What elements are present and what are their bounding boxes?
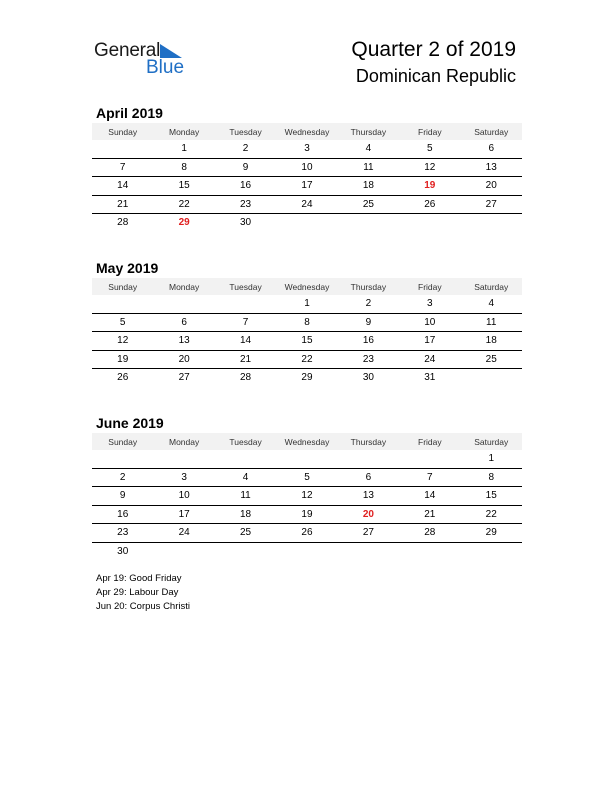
day-cell: 27 [178, 372, 190, 384]
day-cell: 26 [117, 372, 129, 384]
logo [94, 40, 194, 80]
day-cell: 26 [301, 527, 313, 539]
day-cell: 19 [424, 180, 436, 192]
weekday-label: Sunday [108, 281, 138, 292]
week-row [92, 506, 522, 525]
day-cell: 8 [181, 161, 187, 173]
week-row [92, 450, 522, 469]
weekday-label: Wednesday [284, 281, 330, 292]
day-cell: 22 [301, 353, 313, 365]
day-cell: 3 [304, 143, 310, 155]
day-cell: 24 [178, 527, 190, 539]
day-cell: 24 [301, 198, 313, 210]
day-cell: 1 [488, 453, 495, 465]
weekday-label: Friday [418, 126, 442, 137]
month-may [92, 258, 522, 387]
day-cell: 14 [424, 490, 436, 502]
day-cell: 11 [486, 316, 497, 328]
weekday-label: Wednesday [284, 126, 330, 137]
day-cell: 8 [304, 316, 310, 328]
day-cell: 12 [301, 490, 313, 502]
day-cell: 17 [178, 508, 190, 520]
weekday-header [92, 123, 522, 140]
country-subtitle: Dominican Republic [355, 66, 516, 86]
day-cell: 26 [424, 198, 436, 210]
weekday-label: Thursday [350, 126, 387, 137]
day-cell: 11 [363, 161, 374, 173]
week-row [92, 196, 522, 215]
month-title: May 2019 [96, 260, 159, 276]
page-title: Quarter 2 of 2019 [351, 38, 516, 61]
day-cell: 5 [427, 143, 433, 155]
day-cell: 18 [485, 335, 497, 347]
day-cell: 31 [424, 372, 436, 384]
weekday-label: Saturday [474, 436, 509, 447]
day-cell: 14 [239, 335, 252, 347]
week-row [92, 177, 522, 196]
holiday-note: Apr 19: Good Friday [96, 573, 182, 584]
day-cell: 5 [304, 471, 310, 483]
month-june [92, 413, 522, 560]
logo-text-general: General [94, 40, 161, 61]
day-cell: 3 [181, 471, 187, 483]
day-cell: 30 [239, 217, 252, 229]
day-cell: 17 [424, 335, 436, 347]
day-cell: 19 [301, 508, 313, 520]
weekday-label: Tuesday [229, 436, 262, 447]
day-cell: 16 [117, 508, 129, 520]
day-cell: 1 [181, 143, 187, 155]
day-cell: 27 [485, 198, 497, 210]
day-cell: 7 [119, 161, 126, 173]
month-title: June 2019 [96, 415, 164, 431]
day-cell: 23 [362, 353, 374, 365]
month-april [92, 103, 522, 232]
day-cell: 13 [485, 161, 497, 173]
day-cell: 19 [117, 353, 129, 365]
weekday-label: Saturday [474, 126, 509, 137]
day-cell: 24 [424, 353, 436, 365]
day-cell: 17 [301, 180, 313, 192]
day-cell: 15 [301, 335, 313, 347]
day-cell: 9 [365, 316, 372, 328]
weekday-label: Tuesday [229, 281, 262, 292]
weekday-label: Friday [418, 436, 442, 447]
day-cell: 28 [239, 372, 252, 384]
day-cell: 20 [485, 180, 497, 192]
day-cell: 18 [362, 180, 374, 192]
weekday-label: Saturday [474, 281, 509, 292]
weekday-label: Thursday [350, 281, 387, 292]
day-cell: 7 [242, 316, 249, 328]
weekday-label: Monday [169, 281, 200, 292]
weekday-header [92, 433, 522, 450]
day-cell: 2 [119, 471, 126, 483]
day-cell: 7 [427, 471, 433, 483]
day-cell: 25 [485, 353, 497, 365]
day-cell: 30 [117, 545, 129, 557]
day-cell: 4 [365, 143, 372, 155]
day-cell: 16 [239, 180, 252, 192]
logo-triangle-icon [160, 44, 182, 58]
day-cell: 25 [362, 198, 374, 210]
weekday-header [92, 278, 522, 295]
week-row [92, 214, 522, 232]
day-cell: 13 [362, 490, 374, 502]
day-cell: 27 [362, 527, 374, 539]
holiday-note: Apr 29: Labour Day [96, 587, 179, 598]
weekday-label: Sunday [108, 436, 138, 447]
day-cell: 6 [488, 143, 495, 155]
day-cell: 29 [178, 217, 190, 229]
day-cell: 21 [117, 198, 129, 210]
day-cell: 28 [424, 527, 436, 539]
day-cell: 10 [178, 490, 190, 502]
week-row [92, 314, 522, 333]
day-cell: 30 [362, 372, 374, 384]
day-cell: 12 [117, 335, 129, 347]
day-cell: 25 [239, 527, 252, 539]
week-row [92, 487, 522, 506]
day-cell: 13 [178, 335, 190, 347]
day-cell: 22 [485, 508, 497, 520]
weekday-label: Friday [418, 281, 442, 292]
day-cell: 11 [240, 490, 251, 502]
week-row [92, 295, 522, 314]
day-cell: 6 [365, 471, 372, 483]
day-cell: 12 [424, 161, 436, 173]
week-row [92, 369, 522, 387]
day-cell: 5 [119, 316, 126, 328]
weekday-label: Wednesday [284, 436, 330, 447]
day-cell: 9 [242, 161, 249, 173]
day-cell: 20 [178, 353, 190, 365]
day-cell: 6 [181, 316, 187, 328]
day-cell: 4 [242, 471, 249, 483]
weekday-label: Sunday [108, 126, 138, 137]
day-cell: 15 [178, 180, 190, 192]
day-cell: 4 [488, 298, 495, 310]
week-row [92, 351, 522, 370]
day-cell: 28 [117, 217, 129, 229]
day-cell: 21 [424, 508, 436, 520]
day-cell: 9 [119, 490, 126, 502]
weekday-label: Tuesday [229, 126, 262, 137]
day-cell: 20 [362, 508, 374, 520]
day-cell: 29 [301, 372, 313, 384]
day-cell: 10 [424, 316, 436, 328]
day-cell: 2 [365, 298, 372, 310]
day-cell: 23 [117, 527, 129, 539]
week-row [92, 159, 522, 178]
holiday-note: Jun 20: Corpus Christi [96, 601, 190, 612]
week-row [92, 524, 522, 543]
week-row [92, 140, 522, 159]
week-row [92, 332, 522, 351]
weekday-label: Monday [169, 436, 200, 447]
week-row [92, 469, 522, 488]
week-row [92, 543, 522, 561]
day-cell: 18 [239, 508, 252, 520]
day-cell: 8 [488, 471, 495, 483]
logo-text-blue: Blue [146, 57, 185, 78]
month-title: April 2019 [96, 105, 163, 121]
day-cell: 29 [485, 527, 497, 539]
day-cell: 2 [242, 143, 249, 155]
day-cell: 3 [427, 298, 433, 310]
weekday-label: Thursday [350, 436, 387, 447]
day-cell: 10 [301, 161, 313, 173]
day-cell: 23 [239, 198, 252, 210]
day-cell: 16 [362, 335, 374, 347]
day-cell: 21 [239, 353, 252, 365]
day-cell: 15 [485, 490, 497, 502]
day-cell: 1 [304, 298, 310, 310]
day-cell: 14 [117, 180, 129, 192]
holiday-notes [96, 572, 190, 614]
day-cell: 22 [178, 198, 190, 210]
weekday-label: Monday [169, 126, 200, 137]
